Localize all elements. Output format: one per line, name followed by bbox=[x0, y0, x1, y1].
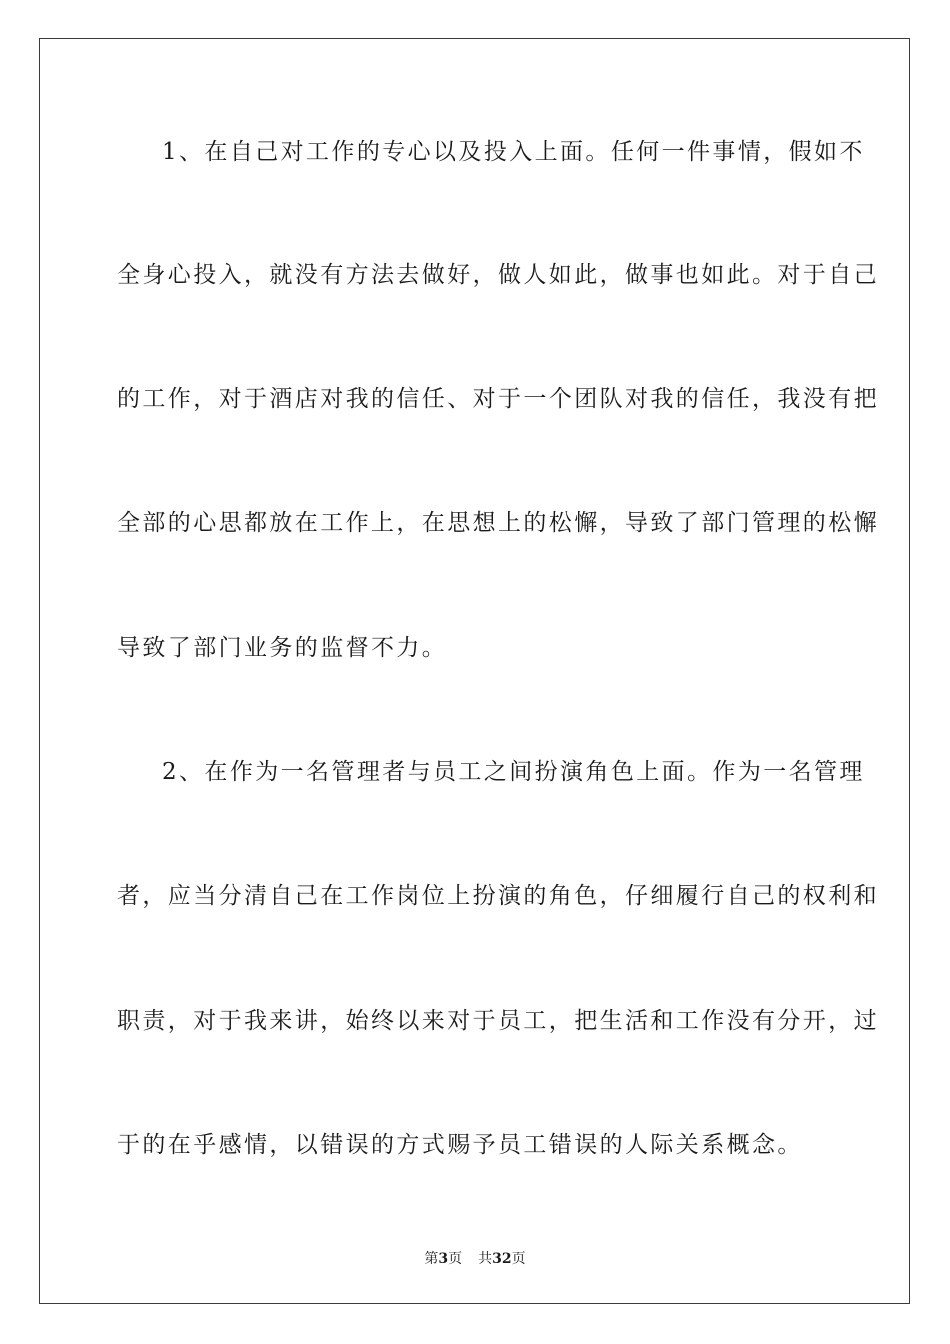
footer-page-prefix: 第 bbox=[424, 1251, 439, 1267]
footer-page-suffix: 页 bbox=[448, 1251, 463, 1267]
footer-total-pages: 32 bbox=[492, 1251, 512, 1267]
paragraph-line: 导致了部门业务的监督不力。 bbox=[117, 635, 448, 661]
footer-total-suffix: 页 bbox=[511, 1251, 526, 1267]
paragraph-line: 于的在乎感情，以错误的方式赐予员工错误的人际关系概念。 bbox=[117, 1132, 803, 1158]
footer-total-prefix: 共 bbox=[478, 1251, 493, 1267]
paragraph-line: 全身心投入，就没有方法去做好，做人如此，做事也如此。对于自己 bbox=[117, 262, 879, 288]
paragraph-line: 2、在作为一名管理者与员工之间扮演角色上面。作为一名管理 bbox=[162, 759, 865, 785]
paragraph-line: 职责，对于我来讲，始终以来对于员工，把生活和工作没有分开，过 bbox=[117, 1008, 879, 1034]
paragraph-line: 者，应当分清自己在工作岗位上扮演的角色，仔细履行自己的权利和 bbox=[117, 883, 879, 909]
page-border bbox=[39, 38, 910, 1304]
footer-page-number: 3 bbox=[438, 1251, 449, 1267]
paragraph-line: 1、在自己对工作的专心以及投入上面。任何一件事情，假如不 bbox=[162, 139, 865, 165]
paragraph-line: 的工作，对于酒店对我的信任、对于一个团队对我的信任，我没有把 bbox=[117, 386, 879, 412]
paragraph-line: 全部的心思都放在工作上，在思想上的松懈，导致了部门管理的松懈 bbox=[117, 510, 879, 536]
page-footer bbox=[0, 1248, 950, 1268]
